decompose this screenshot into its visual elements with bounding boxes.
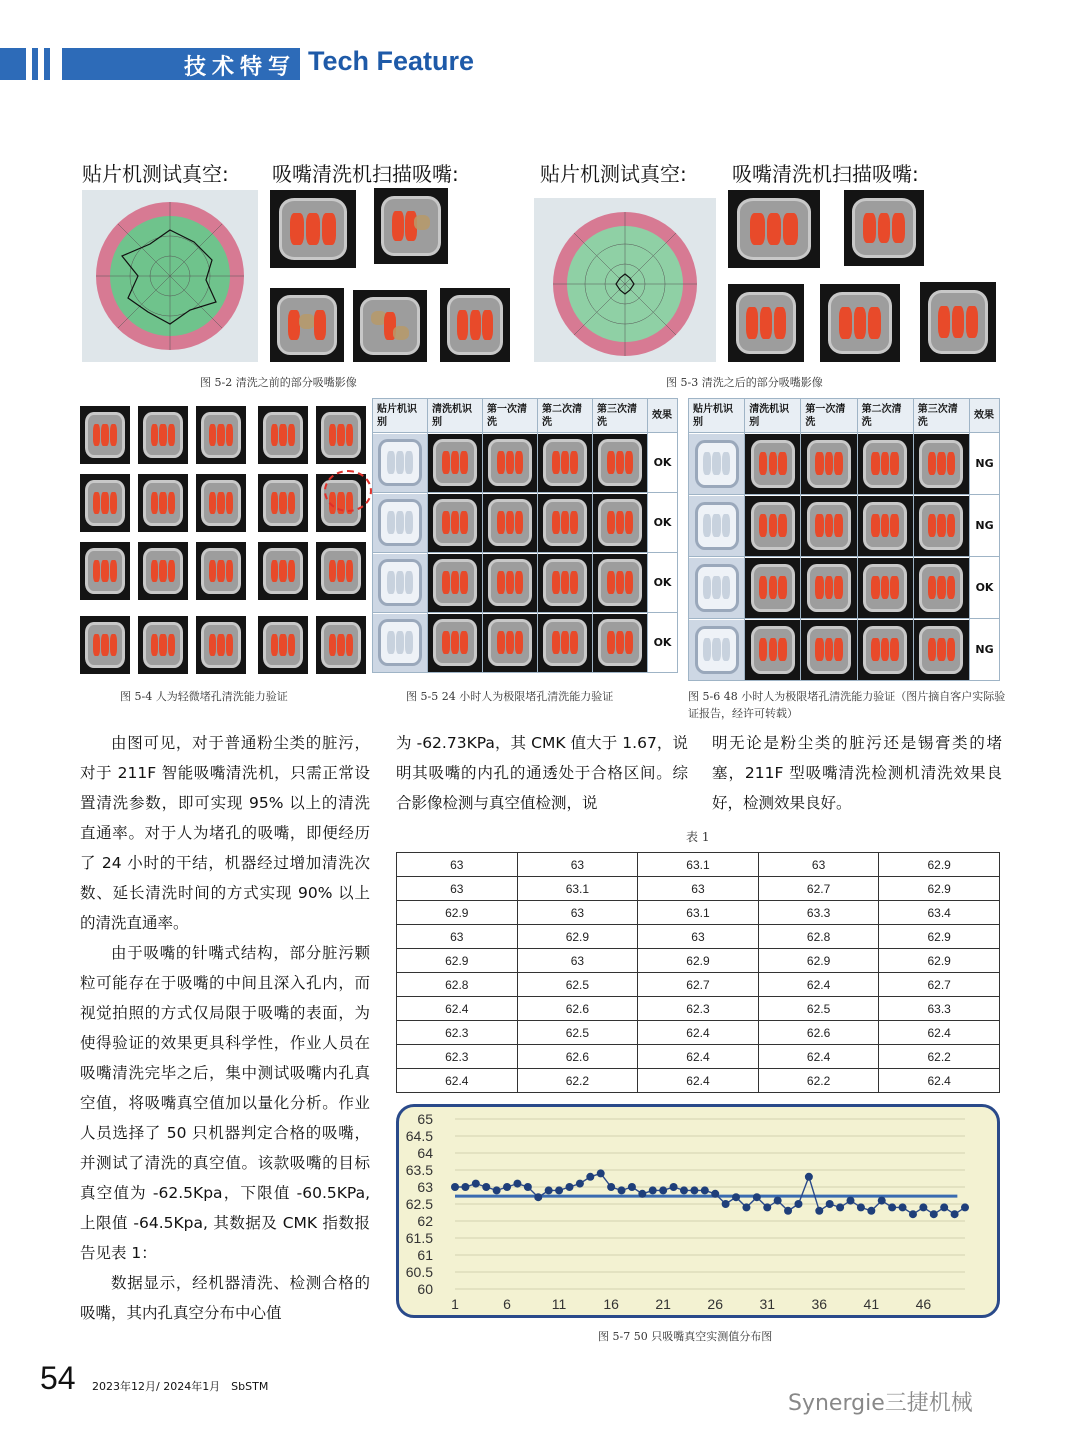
image-cell [745, 619, 801, 681]
table-cell: 63 [517, 949, 638, 973]
table-row [397, 853, 1000, 877]
table-cell: 62.6 [758, 1021, 879, 1045]
table-row [689, 619, 1000, 681]
nozzle-photo [80, 474, 130, 532]
result-cell: NG [970, 433, 1000, 495]
body-column-2 [396, 728, 688, 818]
nozzle-photo [196, 406, 246, 464]
watermark: Synergie三捷机械 [788, 1391, 973, 1416]
nozzle-photo [258, 616, 308, 674]
table-cell: 62.6 [517, 1045, 638, 1069]
table-cell: 63 [758, 853, 879, 877]
data-point [586, 1173, 594, 1181]
col-header: 贴片机识别 [689, 399, 745, 433]
table-cell: 62.9 [638, 949, 759, 973]
data-point [618, 1186, 626, 1194]
data-point [888, 1203, 896, 1211]
table-row [397, 1069, 1000, 1093]
page-number: 54 [40, 1360, 76, 1396]
fig53-title-scan: 吸嘴清洗机扫描吸嘴: [732, 162, 919, 186]
y-tick-label: 63.5 [405, 1162, 433, 1178]
table-cell: 62.2 [758, 1069, 879, 1093]
x-tick-label: 11 [551, 1296, 567, 1312]
table-cell: 62.4 [397, 997, 518, 1021]
image-cell [483, 493, 538, 553]
image-cell [689, 619, 745, 681]
image-cell [857, 433, 913, 495]
table-cell: 62.2 [879, 1045, 1000, 1069]
image-cell [428, 553, 483, 613]
image-cell [913, 557, 969, 619]
data-point [961, 1203, 969, 1211]
image-cell [689, 495, 745, 557]
table-row [397, 901, 1000, 925]
nozzle-photo [258, 406, 308, 464]
image-cell [428, 493, 483, 553]
table-row [373, 613, 678, 673]
header-stripe [32, 48, 38, 80]
table-cell: 63.1 [517, 877, 638, 901]
y-tick-label: 60.5 [405, 1264, 433, 1280]
nozzle-photo [258, 474, 308, 532]
body-column-1 [80, 728, 370, 1328]
image-cell [689, 433, 745, 495]
data-point [670, 1183, 678, 1191]
data-point [711, 1190, 719, 1198]
result-cell: OK [648, 493, 678, 553]
col-header: 第一次清洗 [801, 399, 857, 433]
data-point [597, 1169, 605, 1177]
nozzle-photo [316, 616, 366, 674]
table-row [373, 553, 678, 613]
vacuum-data-table [396, 852, 1000, 1093]
radar-chart-after [534, 198, 716, 362]
table-header-row [373, 399, 678, 433]
data-point [742, 1203, 750, 1211]
image-cell [745, 495, 801, 557]
image-cell [801, 495, 857, 557]
vacuum-distribution-chart [396, 1104, 1000, 1318]
table-cell: 63 [397, 925, 518, 949]
y-tick-label: 62 [417, 1213, 433, 1229]
image-cell [745, 557, 801, 619]
data-point [919, 1203, 927, 1211]
table-cell: 63 [517, 901, 638, 925]
x-tick-label: 36 [811, 1296, 828, 1312]
table-row [373, 433, 678, 493]
caption-fig-5-3: 图 5-3 清洗之后的部分吸嘴影像 [666, 376, 823, 389]
table-cell: 62.5 [758, 997, 879, 1021]
nozzle-photo [728, 190, 820, 268]
image-cell [689, 557, 745, 619]
header-stripe [44, 48, 50, 80]
image-cell [593, 613, 648, 673]
data-point [659, 1186, 667, 1194]
result-cell: OK [970, 557, 1000, 619]
data-point [774, 1197, 782, 1205]
y-tick-label: 63 [417, 1179, 433, 1195]
data-point [472, 1180, 480, 1188]
table-row [397, 877, 1000, 901]
data-point [826, 1200, 834, 1208]
x-tick-label: 41 [863, 1296, 880, 1312]
table-row [397, 949, 1000, 973]
data-point [638, 1190, 646, 1198]
table-cell: 62.4 [879, 1021, 1000, 1045]
table-cell: 62.4 [879, 1069, 1000, 1093]
table-row [689, 495, 1000, 557]
caption-fig-5-2: 图 5-2 清洗之前的部分吸嘴影像 [200, 376, 357, 389]
data-point [815, 1207, 823, 1215]
data-point [878, 1197, 886, 1205]
image-cell [483, 433, 538, 493]
image-cell [428, 613, 483, 673]
table-cell: 63.1 [638, 853, 759, 877]
table-row [397, 1021, 1000, 1045]
header-stripe [0, 48, 26, 80]
caption-fig-5-5: 图 5-5 24 小时人为极限堵孔清洗能力验证 [406, 690, 614, 703]
data-point [534, 1193, 542, 1201]
y-tick-label: 65 [417, 1111, 433, 1127]
fig55-verification-table [372, 398, 678, 673]
x-tick-label: 1 [451, 1296, 459, 1312]
x-tick-label: 16 [603, 1296, 619, 1312]
image-cell [538, 553, 593, 613]
table-cell: 62.4 [638, 1069, 759, 1093]
table-cell: 62.9 [397, 949, 518, 973]
nozzle-photo [728, 284, 804, 362]
image-cell [373, 493, 428, 553]
table-cell: 63 [638, 925, 759, 949]
image-cell [373, 553, 428, 613]
header-stripes [0, 48, 56, 80]
data-point [753, 1193, 761, 1201]
col-header: 效果 [970, 399, 1000, 433]
data-point [940, 1203, 948, 1211]
table-cell: 62.9 [517, 925, 638, 949]
table-cell: 62.3 [638, 997, 759, 1021]
table-cell: 62.4 [758, 1045, 879, 1069]
table-cell: 62.7 [758, 877, 879, 901]
y-tick-label: 64 [417, 1145, 433, 1161]
data-point [493, 1186, 501, 1194]
table-cell: 63 [397, 853, 518, 877]
table-row [689, 557, 1000, 619]
image-cell [857, 495, 913, 557]
y-tick-label: 64.5 [405, 1128, 433, 1144]
x-tick-label: 46 [915, 1296, 932, 1312]
table-cell: 63 [638, 877, 759, 901]
col-header: 清洗机识别 [428, 399, 483, 433]
data-point [836, 1203, 844, 1211]
nozzle-photo [820, 284, 900, 362]
nozzle-photo [440, 288, 510, 362]
fig53-title-vacuum: 贴片机测试真空: [540, 162, 687, 186]
nozzle-photo [270, 288, 344, 362]
y-tick-label: 61.5 [405, 1230, 433, 1246]
table-cell: 63 [517, 853, 638, 877]
data-point [503, 1183, 511, 1191]
image-cell [801, 557, 857, 619]
caption-fig-5-4: 图 5-4 人为轻微堵孔清洗能力验证 [120, 690, 288, 703]
image-cell [913, 433, 969, 495]
image-cell [801, 433, 857, 495]
table-cell: 62.8 [397, 973, 518, 997]
nozzle-photo [138, 406, 188, 464]
body-paragraph: 由图可见，对于普通粉尘类的脏污，对于 211F 智能吸嘴清洗机，只需正常设置清洗参数，即可实现 95% 以上的清洗直通率。对于人为堵孔的吸嘴，即便经历了 24 小时的干结，机器经过增加清洗次数、延长清洗时间的方式实现 90% 以上的清洗直通率。 [80, 734, 370, 932]
nozzle-photo [196, 474, 246, 532]
nozzle-photo [138, 542, 188, 600]
table-cell: 62.7 [638, 973, 759, 997]
col-header: 第二次清洗 [538, 399, 593, 433]
highlight-circle [324, 470, 372, 512]
table-cell: 62.9 [397, 901, 518, 925]
image-cell [801, 619, 857, 681]
body-paragraph: 由于吸嘴的针嘴式结构，部分脏污颗粒可能存在于吸嘴的中间且深入孔内，而视觉拍照的方式仅局限于吸嘴的表面，为使得验证的效果更具科学性，作业人员在吸嘴清洗完毕之后，集中测试吸嘴内孔真空值，将吸嘴真空值加以量化分析。作业人员选择了 50 只机器判定合格的吸嘴，并测试了清洗的真空值。该款吸嘴的目标真空值为 -62.5Kpa，下限值 -60.5KPa, 上限值 -64.5Kpa, 其数据及 CMK 指数报告见表 1： [80, 944, 370, 1262]
table-row [397, 997, 1000, 1021]
table-row [397, 1045, 1000, 1069]
table-row [397, 925, 1000, 949]
table-cell: 63.3 [879, 997, 1000, 1021]
image-cell [483, 553, 538, 613]
table-cell: 62.3 [397, 1045, 518, 1069]
data-point [565, 1183, 573, 1191]
image-cell [857, 619, 913, 681]
table-cell: 63.4 [879, 901, 1000, 925]
data-point [930, 1210, 938, 1218]
body-paragraph: 数据显示，经机器清洗、检测合格的吸嘴，其内孔真空分布中心值 [80, 1274, 370, 1322]
data-point [545, 1186, 553, 1194]
x-tick-label: 26 [707, 1296, 723, 1312]
caption-fig-5-7: 图 5-7 50 只吸嘴真空实测值分布图 [598, 1330, 773, 1343]
nozzle-photo [844, 190, 924, 266]
data-point [482, 1183, 490, 1191]
table-cell: 62.6 [517, 997, 638, 1021]
table-cell: 62.9 [758, 949, 879, 973]
table-cell: 62.2 [517, 1069, 638, 1093]
body-paragraph: 明无论是粉尘类的脏污还是锡膏类的堵塞，211F 型吸嘴清洗检测机清洗效果良好，检测效果良好。 [712, 734, 1002, 812]
table-1-caption: 表 1 [686, 830, 710, 844]
table-cell: 62.3 [397, 1021, 518, 1045]
table-row [373, 493, 678, 553]
image-cell [428, 433, 483, 493]
table-cell: 62.7 [879, 973, 1000, 997]
table-cell: 62.9 [879, 853, 1000, 877]
image-cell [745, 433, 801, 495]
image-cell [373, 433, 428, 493]
table-cell: 62.4 [638, 1045, 759, 1069]
col-header: 贴片机识别 [373, 399, 428, 433]
col-header: 第一次清洗 [483, 399, 538, 433]
image-cell [483, 613, 538, 673]
table-cell: 62.9 [879, 877, 1000, 901]
header-title-cn: 技术特写 [184, 55, 297, 80]
nozzle-photo [196, 616, 246, 674]
data-point [524, 1183, 532, 1191]
image-cell [538, 493, 593, 553]
table-cell: 62.8 [758, 925, 879, 949]
y-tick-label: 60 [417, 1281, 433, 1297]
data-point [461, 1183, 469, 1191]
data-point [628, 1183, 636, 1191]
data-point [909, 1210, 917, 1218]
data-point [847, 1197, 855, 1205]
data-point [701, 1186, 709, 1194]
body-paragraph: 为 -62.73KPa，其 CMK 值大于 1.67，说明其吸嘴的内孔的通透处于合格区间。综合影像检测与真空值检测，说 [396, 734, 688, 812]
data-point [451, 1183, 459, 1191]
table-cell: 62.9 [879, 949, 1000, 973]
nozzle-photo [920, 282, 996, 362]
nozzle-photo [353, 290, 427, 362]
y-tick-label: 61 [417, 1247, 433, 1263]
data-point [805, 1173, 813, 1181]
data-point [722, 1200, 730, 1208]
nozzle-photo [80, 406, 130, 464]
image-cell [913, 495, 969, 557]
x-tick-label: 31 [759, 1296, 776, 1312]
data-point [576, 1180, 584, 1188]
table-row [397, 973, 1000, 997]
data-point [951, 1210, 959, 1218]
col-header: 清洗机识别 [745, 399, 801, 433]
result-cell: OK [648, 433, 678, 493]
image-cell [373, 613, 428, 673]
nozzle-photo [196, 542, 246, 600]
x-tick-label: 6 [503, 1296, 511, 1312]
x-tick-label: 21 [655, 1296, 671, 1312]
image-cell [593, 433, 648, 493]
result-cell: NG [970, 619, 1000, 681]
nozzle-photo [374, 188, 448, 264]
table-row [689, 433, 1000, 495]
col-header: 第三次清洗 [913, 399, 969, 433]
table-cell: 63.1 [638, 901, 759, 925]
data-point [680, 1186, 688, 1194]
table-cell: 62.9 [879, 925, 1000, 949]
table-cell: 62.4 [397, 1069, 518, 1093]
result-cell: OK [648, 613, 678, 673]
fig52-title-vacuum: 贴片机测试真空: [82, 162, 229, 186]
data-point [607, 1183, 615, 1191]
fig52-title-scan: 吸嘴清洗机扫描吸嘴: [272, 162, 459, 186]
data-point [794, 1200, 802, 1208]
data-point [513, 1180, 521, 1188]
caption-fig-5-6: 图 5-6 48 小时人为极限堵孔清洗能力验证（图片摘自客户实际验证报告，经许可转载） [688, 690, 1006, 720]
nozzle-photo [316, 542, 366, 600]
data-point [899, 1203, 907, 1211]
data-point [649, 1186, 657, 1194]
table-cell: 62.4 [758, 973, 879, 997]
table-cell: 62.5 [517, 1021, 638, 1045]
image-cell [593, 493, 648, 553]
body-column-3 [712, 728, 1002, 818]
data-point [690, 1186, 698, 1194]
data-point [867, 1207, 875, 1215]
result-cell: OK [648, 553, 678, 613]
nozzle-photo [138, 616, 188, 674]
data-point [784, 1207, 792, 1215]
table-header-row [689, 399, 1000, 433]
col-header: 效果 [648, 399, 678, 433]
image-cell [538, 613, 593, 673]
image-cell [538, 433, 593, 493]
data-point [857, 1203, 865, 1211]
image-cell [857, 557, 913, 619]
nozzle-photo [138, 474, 188, 532]
image-cell [913, 619, 969, 681]
table-cell: 62.4 [638, 1021, 759, 1045]
table-cell: 63 [397, 877, 518, 901]
table-cell: 63.3 [758, 901, 879, 925]
table-cell: 62.5 [517, 973, 638, 997]
fig56-verification-table [688, 398, 1000, 681]
data-point [763, 1203, 771, 1211]
y-tick-label: 62.5 [405, 1196, 433, 1212]
nozzle-photo [80, 542, 130, 600]
radar-chart-before [82, 190, 258, 362]
col-header: 第三次清洗 [593, 399, 648, 433]
col-header: 第二次清洗 [857, 399, 913, 433]
nozzle-photo [80, 616, 130, 674]
result-cell: NG [970, 495, 1000, 557]
data-point [555, 1186, 563, 1194]
data-point [732, 1193, 740, 1201]
image-cell [593, 553, 648, 613]
nozzle-photo [258, 542, 308, 600]
nozzle-photo [270, 190, 356, 268]
nozzle-photo [316, 406, 366, 464]
issue-date: 2023年12月/ 2024年1月 SbSTM [92, 1380, 269, 1393]
header-title-en: Tech Feature [308, 46, 475, 76]
